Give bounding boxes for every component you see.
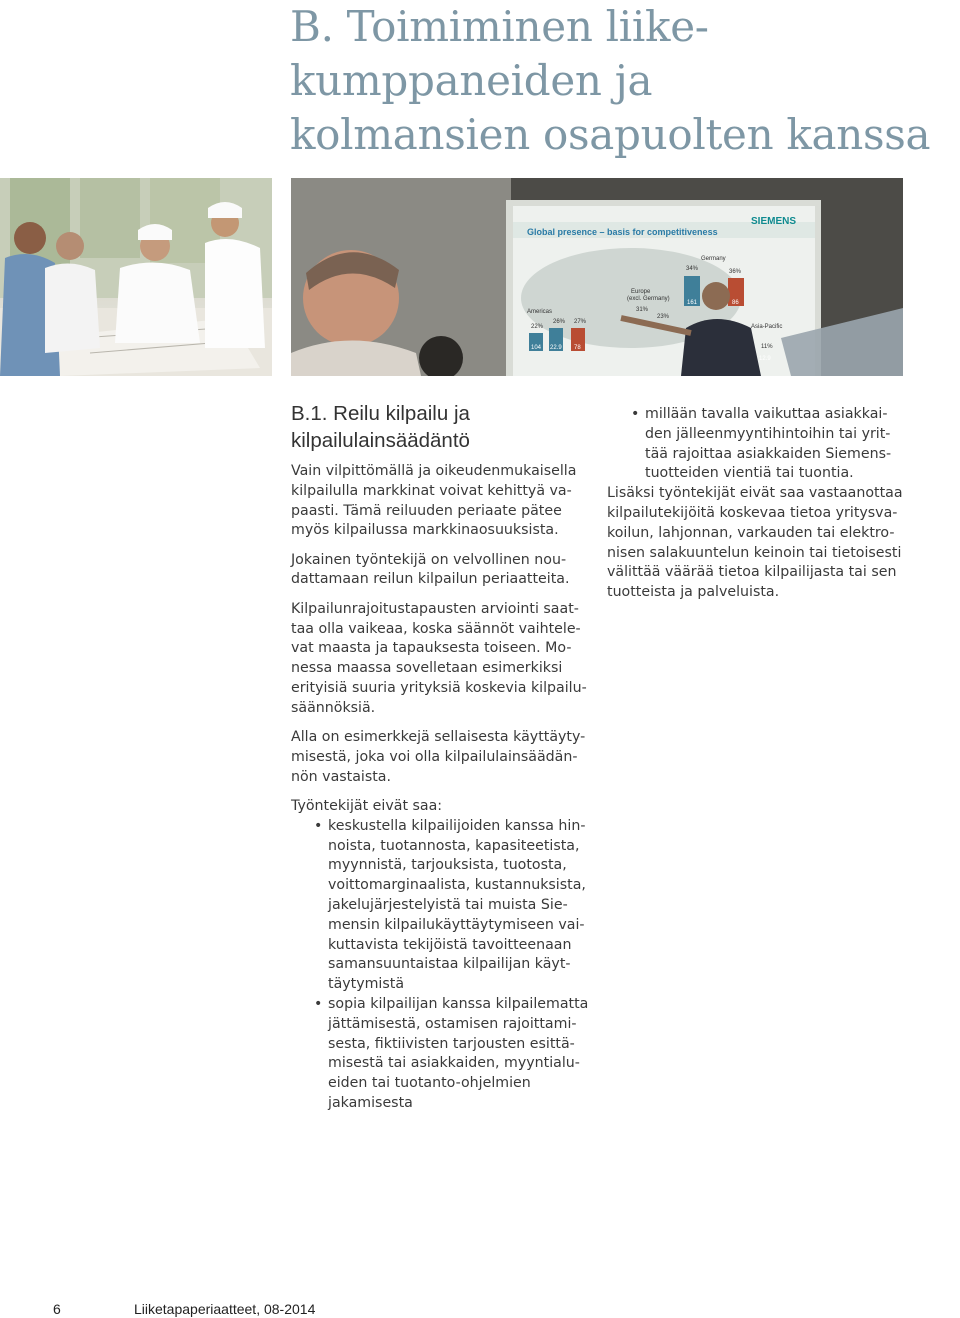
page-number: 6 bbox=[53, 1301, 61, 1317]
text-line: • millään tavalla vaikuttaa asiakkai- bbox=[645, 406, 888, 422]
slide-percent: 36% bbox=[729, 269, 742, 275]
slide-value: 78 bbox=[574, 345, 581, 351]
slide-percent: 34% bbox=[686, 266, 699, 272]
footer-doc-title: Liiketapaperiaatteet, 08-2014 bbox=[134, 1301, 316, 1317]
slide-label-americas: Americas bbox=[527, 309, 553, 315]
slide-percent: 11% bbox=[761, 344, 773, 350]
slide-value: 86 bbox=[732, 300, 739, 306]
text-line: koilun, lahjonnan, varkauden tai elektro- bbox=[607, 524, 895, 541]
text-line: jättämisestä, ostamisen rajoittami- bbox=[328, 1015, 577, 1032]
text-line: nön vastaista. bbox=[291, 768, 392, 785]
page-title-line: B. Toimiminen liike- bbox=[290, 2, 709, 51]
slide-title: Global presence – basis for competitiveness bbox=[527, 227, 718, 237]
section-heading-line: B.1. Reilu kilpailu ja bbox=[291, 402, 470, 425]
page-title-line: kolmansien osapuolten kanssa bbox=[290, 110, 931, 159]
paragraph bbox=[607, 484, 907, 603]
slide-percent: 27% bbox=[574, 319, 587, 325]
slide-value: 104 bbox=[531, 345, 542, 351]
text-line: Alla on esimerkkejä sellaisesta käyttäyty- bbox=[291, 729, 586, 746]
text-line: Kilpailunrajoitustapausten arviointi saat- bbox=[291, 600, 579, 617]
meeting-photo-illustration bbox=[0, 178, 272, 376]
text-line: misestä tai asiakkaiden, myyntialu- bbox=[328, 1055, 580, 1072]
text-line: paasti. Tämä reiluuden periaate pätee bbox=[291, 502, 562, 519]
page-title-line: kumppaneiden ja bbox=[290, 56, 653, 105]
text-line: dattamaan reilun kilpailun periaatteita. bbox=[291, 571, 570, 588]
text-line: kuttavista tekijöistä tavoitteenaan bbox=[328, 936, 572, 953]
slide-value: 161 bbox=[687, 300, 698, 306]
slide-value: 22.9 bbox=[550, 345, 562, 351]
page-title bbox=[290, 0, 958, 162]
paragraph bbox=[291, 728, 591, 787]
left-column bbox=[291, 462, 591, 1114]
slide-percent: 23% bbox=[657, 314, 670, 320]
text-line: Vain vilpittömällä ja oikeudenmukaisella bbox=[291, 463, 577, 479]
text-line: nessa maassa sovelletaan esimerkiksi bbox=[291, 660, 563, 677]
presentation-photo bbox=[291, 178, 903, 376]
text-line: myynnistä, tarjouksista, tuotosta, bbox=[328, 857, 567, 874]
prohibited-list-continued bbox=[607, 405, 907, 484]
text-line: voittomarginaalista, kustannuksista, bbox=[328, 877, 586, 894]
slide-percent: 26% bbox=[553, 319, 566, 325]
text-line: sesta, fiktiivisten tarjousten esittä- bbox=[328, 1035, 575, 1052]
slide-brand: SIEMENS bbox=[751, 216, 797, 227]
slide-value: 12.9 bbox=[759, 356, 771, 362]
text-line: tuotteiden vientiä tai tuontia. bbox=[645, 465, 854, 482]
text-line: säännöksiä. bbox=[291, 699, 376, 716]
text-line: välittää väärää tietoa kilpailijasta tai sen bbox=[607, 564, 897, 581]
text-line: tää rajoittaa asiakkaiden Siemens- bbox=[645, 445, 892, 462]
text-line: misestä, joka voi olla kilpailulainsäädän- bbox=[291, 748, 578, 765]
text-line: kilpailutekijöitä koskevaa tietoa yritysva- bbox=[607, 504, 898, 521]
text-line: • sopia kilpailijan kanssa kilpailematta bbox=[328, 995, 589, 1012]
presentation-photo-illustration bbox=[291, 178, 903, 376]
paragraph bbox=[291, 551, 591, 591]
text-line: den jälleenmyyntihintoihin tai yrit- bbox=[645, 425, 891, 442]
text-line: jakelujärjestelyistä tai muista Sie- bbox=[328, 896, 568, 913]
slide-percent: 31% bbox=[636, 307, 649, 313]
list-item bbox=[291, 995, 591, 1114]
right-column bbox=[607, 405, 907, 612]
slide-label-europe: Europe bbox=[631, 289, 651, 295]
section-heading bbox=[291, 400, 591, 454]
paragraph bbox=[291, 462, 591, 541]
text-line: Työntekijät eivät saa: bbox=[291, 797, 443, 814]
slide-percent: 22% bbox=[531, 324, 544, 330]
text-line: nisen salakuuntelun keinoin tai tietoisesti bbox=[607, 544, 902, 561]
paragraph bbox=[291, 600, 591, 719]
text-line: Jokainen työntekijä on velvollinen nou- bbox=[291, 551, 567, 568]
list-item bbox=[291, 817, 591, 995]
text-line: Lisäksi työntekijät eivät saa vastaanottaa bbox=[607, 485, 903, 502]
text-line: erityisiä suuria yrityksiä koskevia kilpailu- bbox=[291, 679, 587, 696]
slide-label-asia: Asia-Pacific bbox=[751, 324, 783, 330]
text-line: täytymistä bbox=[328, 976, 405, 993]
section-heading-line: kilpailulainsäädäntö bbox=[291, 429, 470, 452]
text-line: kilpailulla markkinat voivat kehittyä va- bbox=[291, 482, 572, 499]
text-line: jakamisesta bbox=[328, 1094, 413, 1111]
list-intro bbox=[291, 797, 591, 817]
text-line: samansuuntaistaa kilpailijan käyt- bbox=[328, 956, 571, 973]
text-line: • keskustella kilpailijoiden kanssa hin- bbox=[328, 817, 586, 834]
text-line: mensin kilpailukäyttäytymiseen vai- bbox=[328, 916, 585, 933]
slide-label-europe-excl: (excl. Germany) bbox=[627, 296, 670, 302]
text-line: myös kilpailussa markkinaosuuksista. bbox=[291, 522, 559, 539]
slide-label-germany: Germany bbox=[701, 256, 726, 262]
text-line: taa olla vaikeaa, koska säännöt vaihtele- bbox=[291, 620, 581, 637]
text-line: tuotteista ja palveluista. bbox=[607, 584, 780, 601]
prohibited-list bbox=[291, 817, 591, 1114]
text-line: vat maasta ja tapauksesta toiseen. Mo- bbox=[291, 640, 572, 657]
text-line: noista, tuotannosta, kapasiteetista, bbox=[328, 837, 580, 854]
meeting-photo bbox=[0, 178, 272, 376]
text-line: eiden tai tuotanto-ohjelmien bbox=[328, 1075, 531, 1092]
list-item bbox=[607, 405, 907, 484]
